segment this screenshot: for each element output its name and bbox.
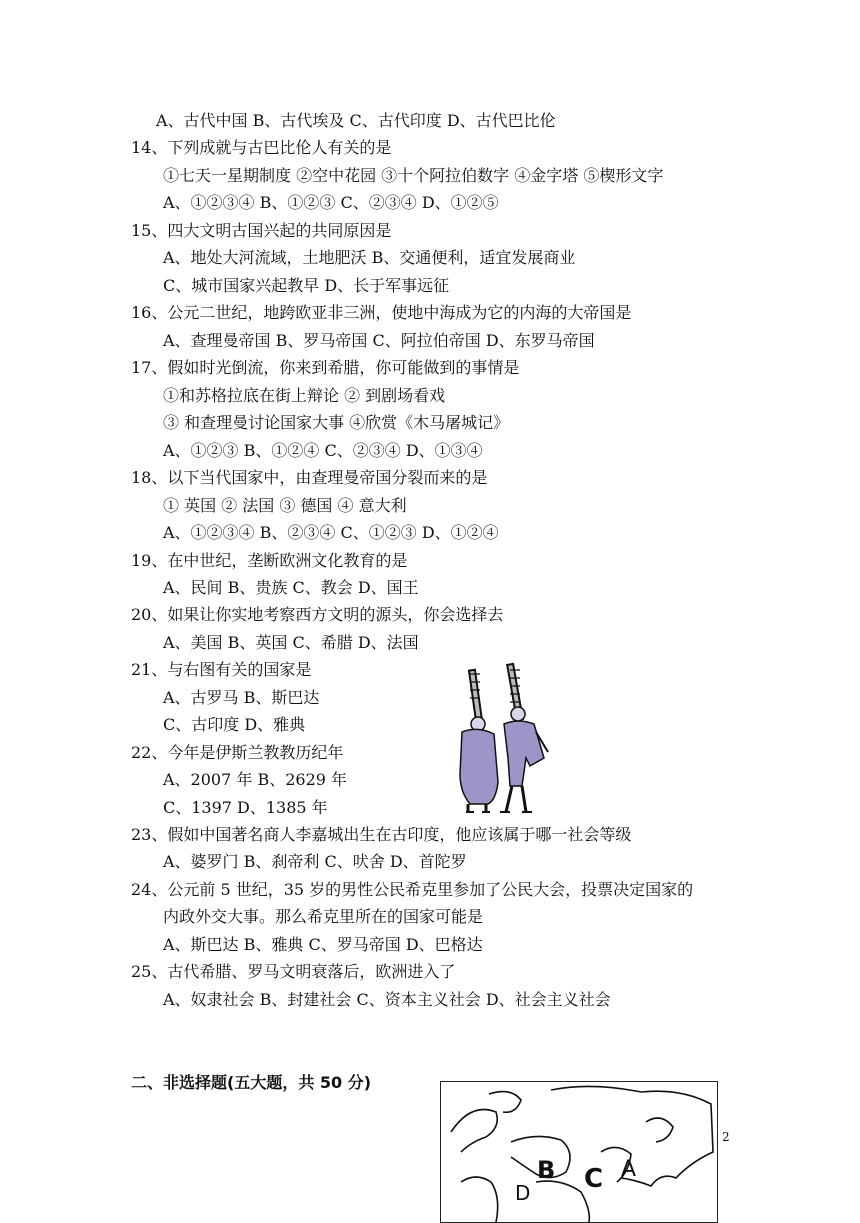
q22-options-ab: A、2007 年 B、2629 年 bbox=[163, 770, 348, 789]
q16-stem: 16、公元二世纪，地跨欧亚非三洲，使地中海成为它的内海的大帝国是 bbox=[131, 303, 632, 322]
q14-items: ①七天一星期制度 ②空中花园 ③十个阿拉伯数字 ④金字塔 ⑤楔形文字 bbox=[163, 166, 664, 185]
q24-stem: 24、公元前 5 世纪，35 岁的男性公民希克里参加了公民大会，投票决定国家的 bbox=[131, 880, 694, 899]
q24-stem-cont: 内政外交大事。那么希克里所在的国家可能是 bbox=[163, 907, 484, 926]
map-label-b: B bbox=[537, 1156, 556, 1184]
q22-stem: 22、今年是伊斯兰教教历纪年 bbox=[131, 743, 344, 762]
q19-stem: 19、在中世纪，垄断欧洲文化教育的是 bbox=[131, 551, 408, 570]
q20-stem: 20、如果让你实地考察西方文明的源头，你会选择去 bbox=[131, 605, 504, 624]
q18-stem: 18、以下当代国家中，由查理曼帝国分裂而来的是 bbox=[131, 468, 488, 487]
world-map bbox=[440, 1081, 718, 1223]
page-number: 2 bbox=[722, 1130, 730, 1144]
map-label-c: C bbox=[584, 1164, 604, 1194]
q15-options-cd: C、城市国家兴起教早 D、长于军事远征 bbox=[163, 276, 450, 295]
q21-options-cd: C、古印度 D、雅典 bbox=[163, 715, 306, 734]
q15-options-ab: A、地处大河流域，土地肥沃 B、交通便利，适宜发展商业 bbox=[163, 248, 576, 267]
q21-stem: 21、与右图有关的国家是 bbox=[131, 660, 312, 679]
q20-options: A、美国 B、英国 C、希腊 D、法国 bbox=[163, 633, 419, 652]
q14-options: A、①②③④ B、①②③ C、②③④ D、①②⑤ bbox=[163, 193, 499, 212]
q18-items: ① 英国 ② 法国 ③ 德国 ④ 意大利 bbox=[163, 496, 407, 515]
q23-stem: 23、假如中国著名商人李嘉城出生在古印度，他应该属于哪一社会等级 bbox=[131, 825, 632, 844]
q17-options: A、①②③ B、①②④ C、②③④ D、①③④ bbox=[163, 441, 483, 460]
q25-options: A、奴隶社会 B、封建社会 C、资本主义社会 D、社会主义社会 bbox=[163, 990, 611, 1009]
q23-options: A、婆罗门 B、刹帝利 C、吠舍 D、首陀罗 bbox=[163, 852, 467, 871]
q22-options-cd: C、1397 D、1385 年 bbox=[163, 798, 328, 817]
q25-stem: 25、古代希腊、罗马文明衰落后，欧洲进入了 bbox=[131, 962, 456, 981]
q14-stem: 14、下列成就与古巴比伦人有关的是 bbox=[131, 138, 392, 157]
q17-stem: 17、假如时光倒流，你来到希腊，你可能做到的事情是 bbox=[131, 358, 520, 377]
q24-options: A、斯巴达 B、雅典 C、罗马帝国 D、巴格达 bbox=[163, 935, 483, 954]
q19-options: A、民间 B、贵族 C、教会 D、国王 bbox=[163, 578, 419, 597]
q17-items-34: ③ 和查理曼讨论国家大事 ④欣赏《木马屠城记》 bbox=[163, 413, 510, 432]
q13-options: A、古代中国 B、古代埃及 C、古代印度 D、古代巴比伦 bbox=[156, 111, 556, 130]
section-title: 二、非选择题(五大题，共 50 分) bbox=[131, 1073, 372, 1092]
map-label-d: D bbox=[515, 1181, 531, 1205]
warriors-illustration bbox=[452, 662, 560, 818]
q17-items-12: ①和苏格拉底在街上辩论 ② 到剧场看戏 bbox=[163, 386, 446, 405]
q18-options: A、①②③④ B、②③④ C、①②③ D、①②④ bbox=[163, 523, 499, 542]
q21-options-ab: A、古罗马 B、斯巴达 bbox=[163, 688, 320, 707]
q16-options: A、查理曼帝国 B、罗马帝国 C、阿拉伯帝国 D、东罗马帝国 bbox=[163, 331, 595, 350]
q15-stem: 15、四大文明古国兴起的共同原因是 bbox=[131, 221, 392, 240]
map-label-a: A bbox=[621, 1157, 637, 1182]
